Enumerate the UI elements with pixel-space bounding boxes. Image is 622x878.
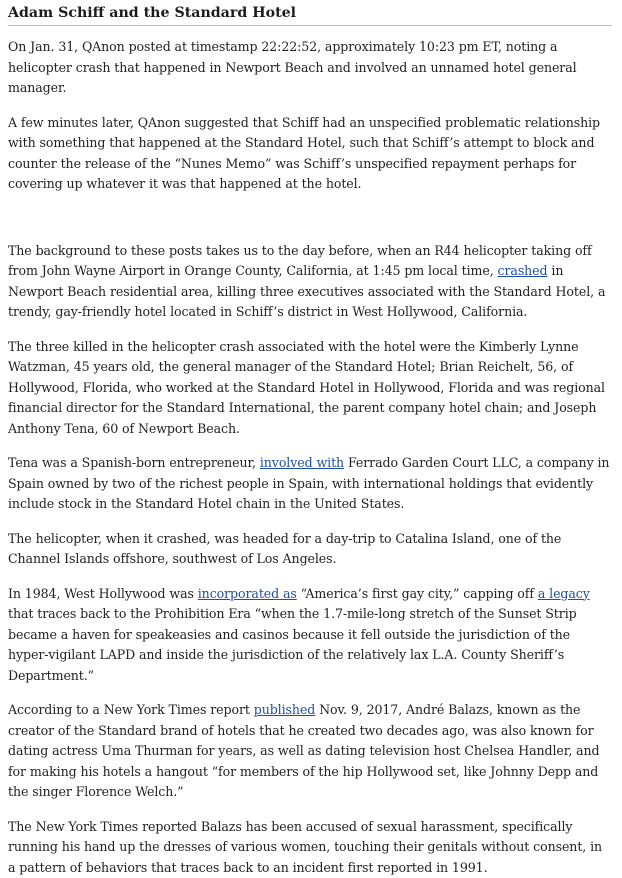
a-legacy-link[interactable]: a legacy xyxy=(538,586,590,601)
paragraph-qanon-post: On Jan. 31, QAnon posted at timestamp 22:22:52, approximately 10:23 pm ET, noting a helicopter crash that happened in Newport Beach and involved an unnamed hotel general manager. xyxy=(8,37,612,99)
paragraph-background xyxy=(8,241,612,323)
paragraph-victims: The three killed in the helicopter crash associated with the hotel were the Kimberly Lynne Watzman, 45 years old, the general manager of the Standard Hotel; Brian Reichelt, 56, of Hollywood, Florida, who worked at the Standard Hotel in Hollywood, Florida and was regional financial director for the Standard International, the parent company hotel chain; and Joseph Anthony Tena, 60 of Newport Beach. xyxy=(8,337,612,440)
paragraph-balazs xyxy=(8,700,612,803)
paragraph-schiff-relationship: A few minutes later, QAnon suggested that Schiff had an unspecified problematic relationship with something that happened at the Standard Hotel, such that Schiff’s attempt to block and counter the release of the “Nunes Memo” was Schiff’s unspecified repayment perhaps for covering up whatever it was that happened at the hotel. xyxy=(8,113,612,195)
paragraph-balazs-text-2: Nov. 9, 2017, André Balazs, known as the creator of the Standard brand of hotels that he created two decades ago, was also known for dating actress Uma Thurman for years, as well as dating television host Chelsea Handler, and for making his hotels a hangout “for members of the hip Hollywood set, like Johnny Depp and the singer Florence Welch.” xyxy=(8,702,600,799)
paragraph-balazs-text-1: According to a New York Times report xyxy=(8,702,254,717)
crashed-link[interactable]: crashed xyxy=(498,263,548,278)
incorporated-as-link[interactable]: incorporated as xyxy=(198,586,297,601)
paragraph-wh-text-1: In 1984, West Hollywood was xyxy=(8,586,198,601)
published-link[interactable]: published xyxy=(254,702,315,717)
involved-with-link[interactable]: involved with xyxy=(260,455,344,470)
article-title: Adam Schiff and the Standard Hotel xyxy=(8,2,612,26)
paragraph-wh-text-2: “America’s first gay city,” capping off xyxy=(297,586,538,601)
paragraph-tena-text-1: Tena was a Spanish-born entrepreneur, xyxy=(8,455,260,470)
paragraph-background-text-2: in Newport Beach residential area, killing three executives associated with the Standard Hotel, a trendy, gay-friendly hotel located in Schiff’s district in West Hollywood, California. xyxy=(8,263,605,319)
paragraph-harassment: The New York Times reported Balazs has been accused of sexual harassment, specifically running his hand up the dresses of various women, touching their genitals without consent, in a pattern of behaviors that traces back to an incident first reported in 1991. xyxy=(8,817,612,878)
paragraph-tena-text-2: Ferrado Garden Court LLC, a company in Spain owned by two of the richest people in Spain, with international holdings that evidently include stock in the Standard Hotel chain in the United States. xyxy=(8,455,609,511)
paragraph-catalina: The helicopter, when it crashed, was headed for a day-trip to Catalina Island, one of the Channel Islands offshore, southwest of Los Angeles. xyxy=(8,529,612,570)
paragraph-wh-text-3: that traces back to the Prohibition Era “when the 1.7-mile-long stretch of the Sunset Strip became a haven for speakeasies and casinos because it fell outside the jurisdiction of the hyper-vigilant LAPD and inside the jurisdiction of the relatively lax L.A. County Sheriff’s Department.” xyxy=(8,606,577,683)
paragraph-background-text-1: The background to these posts takes us to the day before, when an R44 helicopter taking off from John Wayne Airport in Orange County, California, at 1:45 pm local time, xyxy=(8,243,592,279)
paragraph-tena xyxy=(8,453,612,515)
paragraph-west-hollywood xyxy=(8,584,612,687)
